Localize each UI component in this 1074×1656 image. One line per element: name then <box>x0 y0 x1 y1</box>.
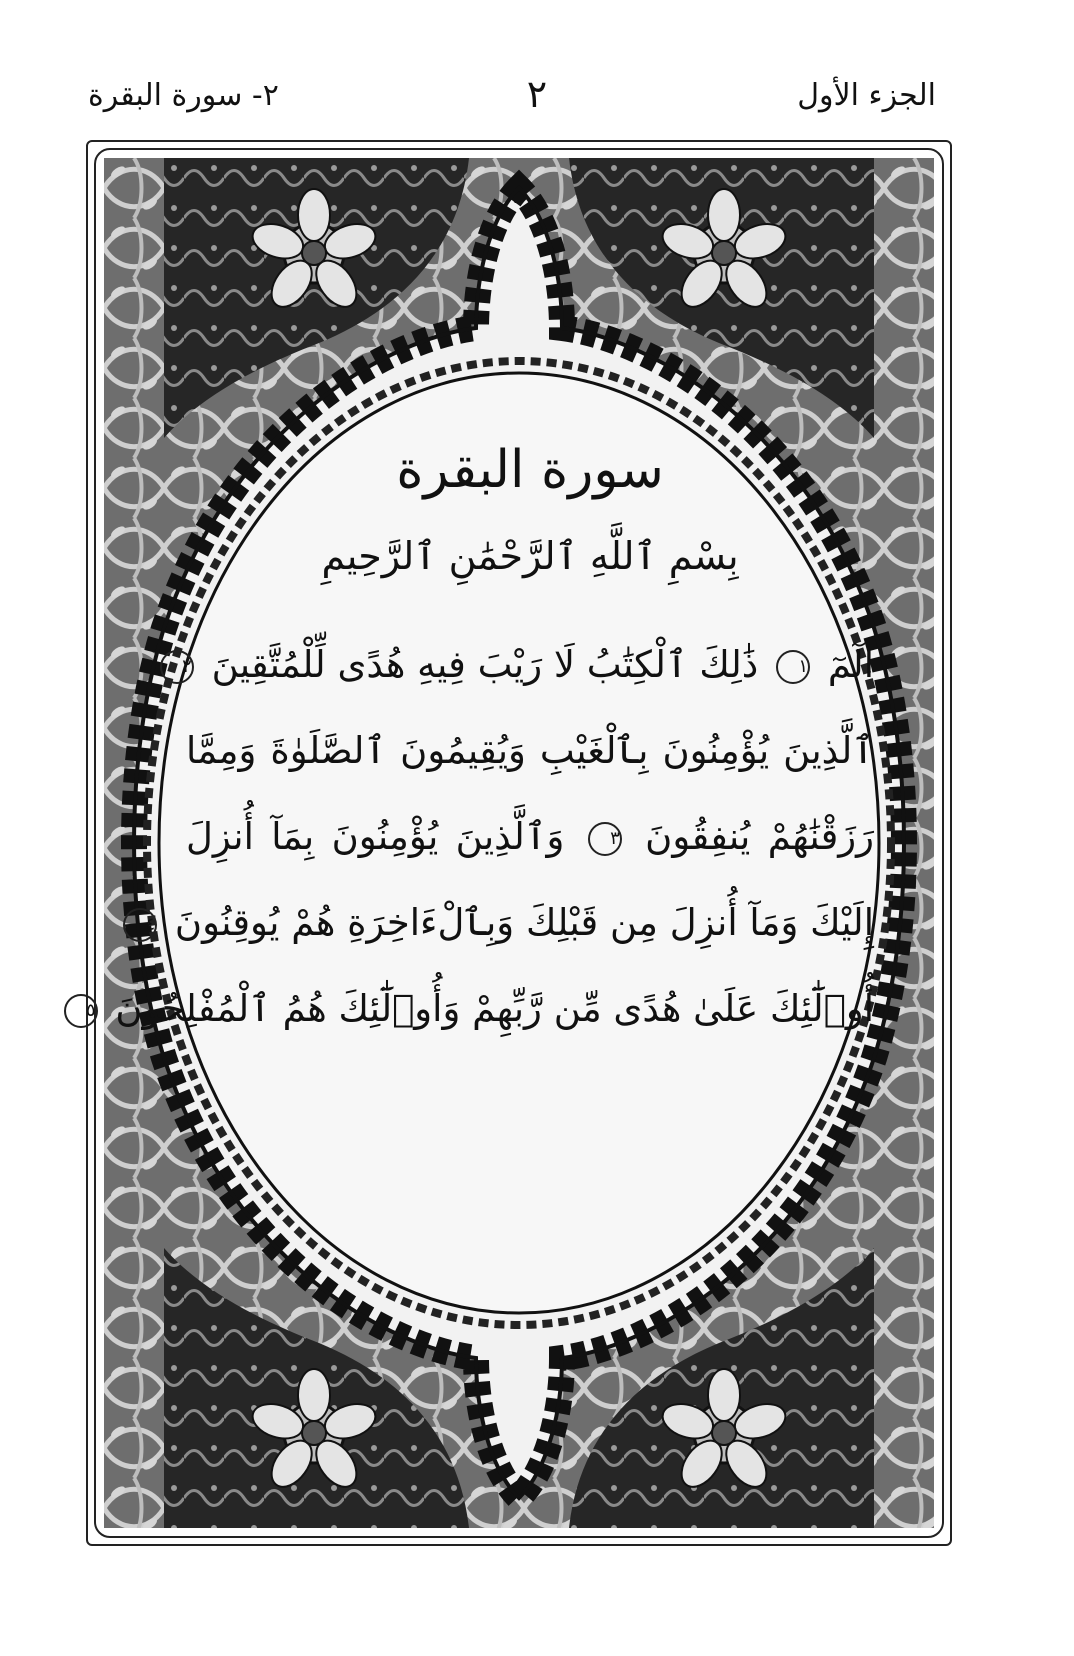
verse-line <box>145 880 900 966</box>
verse-text: إِلَيْكَ وَمَآ أُنزِلَ مِن قَبْلِكَ وَبِٱلْءَاخِرَةِ هُمْ يُوقِنُونَ <box>174 901 874 944</box>
verse-text: وَٱلَّذِينَ يُؤْمِنُونَ بِمَآ أُنزِلَ <box>186 815 565 858</box>
surah-label: ٢- سورة البقرة <box>88 78 279 113</box>
juz-label: الجزء الأول <box>797 78 936 113</box>
ayah-number-marker: ٤ <box>123 908 157 942</box>
page-number: ٢ <box>526 72 548 116</box>
verse-text: ٱلَّذِينَ يُؤْمِنُونَ بِٱلْغَيْبِ وَيُقِيمُونَ ٱلصَّلَوٰةَ وَمِمَّا <box>186 729 874 772</box>
ayah-number-marker: ٣ <box>588 822 622 856</box>
ayah-number-marker: ٥ <box>64 994 98 1028</box>
page-header <box>0 72 1074 138</box>
basmala: بِسْمِ ٱللَّهِ ٱلرَّحْمَٰنِ ٱلرَّحِيمِ <box>321 534 739 578</box>
ayah-number-marker: ١ <box>776 650 810 684</box>
verse-line <box>160 708 900 794</box>
verse-text: رَزَقْنَٰهُمْ يُنفِقُونَ <box>645 815 875 858</box>
verse-line <box>160 794 900 880</box>
verse-line <box>85 966 900 1052</box>
verse-text: الٓمٓ <box>827 643 874 686</box>
verse-line <box>160 622 900 708</box>
verse-text: ذَٰلِكَ ٱلْكِتَٰبُ لَا رَيْبَ فِيهِ هُدًى لِّلْمُتَّقِينَ <box>211 643 759 686</box>
verse-text: أُو۟لَٰٓئِكَ عَلَىٰ هُدًى مِّن رَّبِّهِمْ وَأُو۟لَٰٓئِكَ هُمُ ٱلْمُفْلِحُونَ <box>115 987 874 1030</box>
surah-title: سورة البقرة <box>396 440 664 500</box>
ayah-number-marker: ٢ <box>160 650 194 684</box>
text-block <box>85 430 900 1190</box>
